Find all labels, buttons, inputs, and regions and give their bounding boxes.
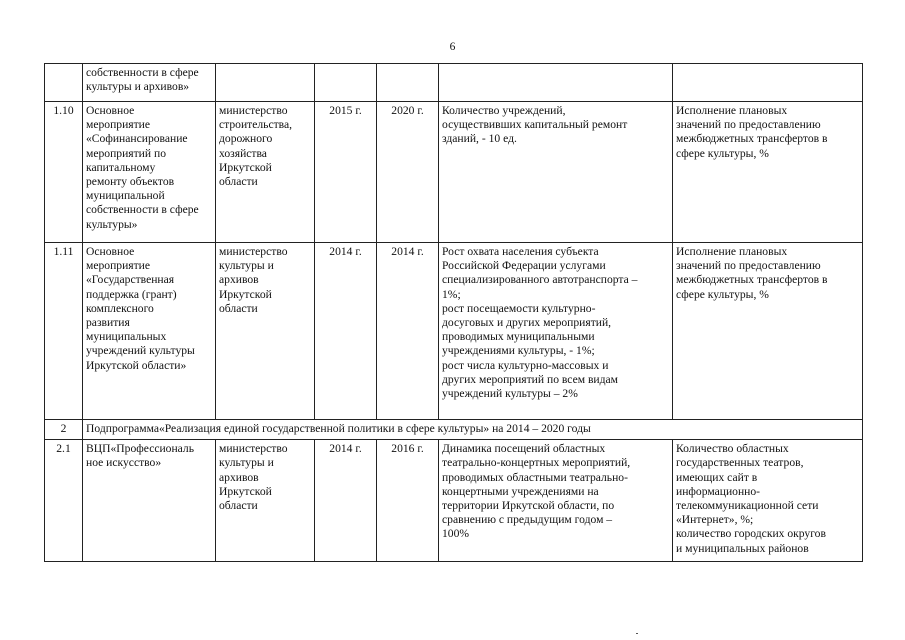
expected-result-line: театрально-концертных мероприятий, xyxy=(442,456,631,470)
expected-result-line: зданий, - 10 ед. xyxy=(442,132,517,146)
activity-name-line: Иркутской области» xyxy=(86,358,187,372)
start-year xyxy=(315,64,377,102)
target-indicators xyxy=(673,440,863,562)
activity-name-line: мероприятие xyxy=(86,118,151,132)
activity-name-line: «Софинансирование xyxy=(86,132,188,146)
activity-name xyxy=(83,440,216,562)
expected-result-line: 100% xyxy=(442,527,470,541)
target-indicators-line: Исполнение плановых xyxy=(676,245,788,258)
table-row xyxy=(45,243,863,420)
activity-name-line: собственности в сфере xyxy=(86,66,199,79)
table-body-subprogram-items xyxy=(45,440,863,562)
executor-line: строительства, xyxy=(219,118,293,132)
table-body-subprogram xyxy=(45,420,863,440)
target-indicators-line: сфере культуры, % xyxy=(676,287,769,301)
table-row xyxy=(45,440,863,562)
activity-name-line: ВЦП«Профессиональ xyxy=(86,442,195,456)
activity-name-line: Основное xyxy=(86,104,135,117)
expected-result-line: проводимых муниципальными xyxy=(442,330,595,344)
expected-result-line: учреждений культуры – 2% xyxy=(442,387,578,401)
expected-result xyxy=(439,102,673,243)
start-year: 2014 г. xyxy=(315,243,377,420)
activity-name-line: капитальному xyxy=(86,160,156,174)
executor-line: культуры и xyxy=(219,456,274,470)
expected-result-line: территории Иркутской области, по xyxy=(442,499,615,513)
executor xyxy=(216,102,315,243)
target-indicators-line: телекоммуникационной сети xyxy=(676,499,819,513)
expected-result-line: Рост охвата населения субъекта xyxy=(442,245,599,258)
target-indicators-line: значений по предоставлению xyxy=(676,118,821,132)
end-year: 2014 г. xyxy=(377,243,439,420)
page-number: 6 xyxy=(449,41,456,53)
activity-name-line: развития xyxy=(86,316,130,330)
executor-line: архивов xyxy=(219,470,259,484)
table-body-main xyxy=(45,64,863,420)
expected-result-line: учреждениями культуры, - 1%; xyxy=(442,344,595,358)
target-indicators xyxy=(673,102,863,243)
subprogram-number: 2 xyxy=(45,420,83,440)
expected-result xyxy=(439,440,673,562)
row-number xyxy=(45,64,83,102)
row-number: 2.1 xyxy=(45,440,83,562)
target-indicators-line: и муниципальных районов xyxy=(676,541,809,555)
expected-result-line: других мероприятий по всем видам xyxy=(442,372,619,386)
executor-line: архивов xyxy=(219,273,259,287)
end-year: 2016 г. xyxy=(377,440,439,562)
subprogram-title: Подпрограмма«Реализация единой государственной политики в сфере культуры» на 2014 – 2020 годы xyxy=(83,420,863,440)
expected-result-line: Российской Федерации услугами xyxy=(442,259,606,273)
executor-line: министерство xyxy=(219,245,288,258)
target-indicators-line: межбюджетных трансфертов в xyxy=(676,132,828,146)
activity-name-line: поддержка (грант) xyxy=(86,287,177,301)
activity-name xyxy=(83,64,216,102)
expected-result-line: концертными учреждениями на xyxy=(442,484,599,498)
activity-name-line: «Государственная xyxy=(86,273,175,287)
expected-result-line: специализированного автотранспорта – xyxy=(442,273,638,287)
activity-name-line: мероприятие xyxy=(86,259,151,273)
expected-result-line: рост числа культурно-массовых и xyxy=(442,358,609,372)
target-indicators-line: значений по предоставлению xyxy=(676,259,821,273)
activity-name-line: культуры» xyxy=(86,217,138,231)
target-indicators-line: имеющих сайт в xyxy=(676,470,758,484)
expected-result-line: осуществивших капитальный ремонт xyxy=(442,118,628,132)
target-indicators-line: Исполнение плановых xyxy=(676,104,788,117)
activity-name-line: собственности в сфере xyxy=(86,203,199,217)
executor-line: министерство xyxy=(219,442,288,456)
executor xyxy=(216,440,315,562)
target-indicators-line: Количество областных xyxy=(676,442,789,456)
target-indicators-line: количество городских округов xyxy=(676,527,826,541)
subprogram-row xyxy=(45,420,863,440)
target-indicators-line: сфере культуры, % xyxy=(676,146,769,160)
expected-result-line: 1%; xyxy=(442,287,461,301)
executor-line: области xyxy=(219,499,258,513)
end-year: 2020 г. xyxy=(377,102,439,243)
executor-line: Иркутской xyxy=(219,484,272,498)
activity-name-line: комплексного xyxy=(86,301,154,315)
expected-result-line: рост посещаемости культурно- xyxy=(442,301,596,315)
executor-line: министерство xyxy=(219,104,288,117)
target-indicators-line: информационно- xyxy=(676,484,761,498)
executor-line: Иркутской xyxy=(219,160,272,174)
expected-result-line: Динамика посещений областных xyxy=(442,442,606,456)
start-year: 2014 г. xyxy=(315,440,377,562)
start-year: 2015 г. xyxy=(315,102,377,243)
expected-result xyxy=(439,243,673,420)
executor xyxy=(216,243,315,420)
activity-name-line: Основное xyxy=(86,245,135,258)
target-indicators-line: межбюджетных трансфертов в xyxy=(676,273,828,287)
executor-line: области xyxy=(219,175,258,189)
activity-name-line: ремонту объектов xyxy=(86,175,175,189)
expected-result-line: досуговых и других мероприятий, xyxy=(442,316,612,330)
row-number: 1.11 xyxy=(45,243,83,420)
executor-line: дорожного xyxy=(219,132,273,146)
activity-name xyxy=(83,243,216,420)
activity-name-line: ное искусство» xyxy=(86,456,162,470)
target-indicators xyxy=(673,243,863,420)
end-year xyxy=(377,64,439,102)
expected-result-line: Количество учреждений, xyxy=(442,104,566,117)
activity-name-line: учреждений культуры xyxy=(86,344,195,358)
activity-name xyxy=(83,102,216,243)
program-table xyxy=(44,63,863,562)
activity-name-line: муниципальной xyxy=(86,189,165,203)
executor xyxy=(216,64,315,102)
expected-result xyxy=(439,64,673,102)
executor-line: культуры и xyxy=(219,259,274,273)
scan-speck xyxy=(636,633,638,634)
activity-name-line: культуры и архивов» xyxy=(86,80,190,94)
expected-result-line: сравнению с предыдущим годом – xyxy=(442,513,613,527)
table-row xyxy=(45,64,863,102)
activity-name-line: муниципальных xyxy=(86,330,167,344)
activity-name-line: мероприятий по xyxy=(86,146,166,160)
target-indicators-line: государственных театров, xyxy=(676,456,804,470)
executor-line: хозяйства xyxy=(219,146,267,160)
table-row xyxy=(45,102,863,243)
executor-line: Иркутской xyxy=(219,287,272,301)
target-indicators xyxy=(673,64,863,102)
executor-line: области xyxy=(219,301,258,315)
target-indicators-line: «Интернет», %; xyxy=(676,513,754,527)
row-number: 1.10 xyxy=(45,102,83,243)
expected-result-line: проводимых областными театрально- xyxy=(442,470,628,484)
